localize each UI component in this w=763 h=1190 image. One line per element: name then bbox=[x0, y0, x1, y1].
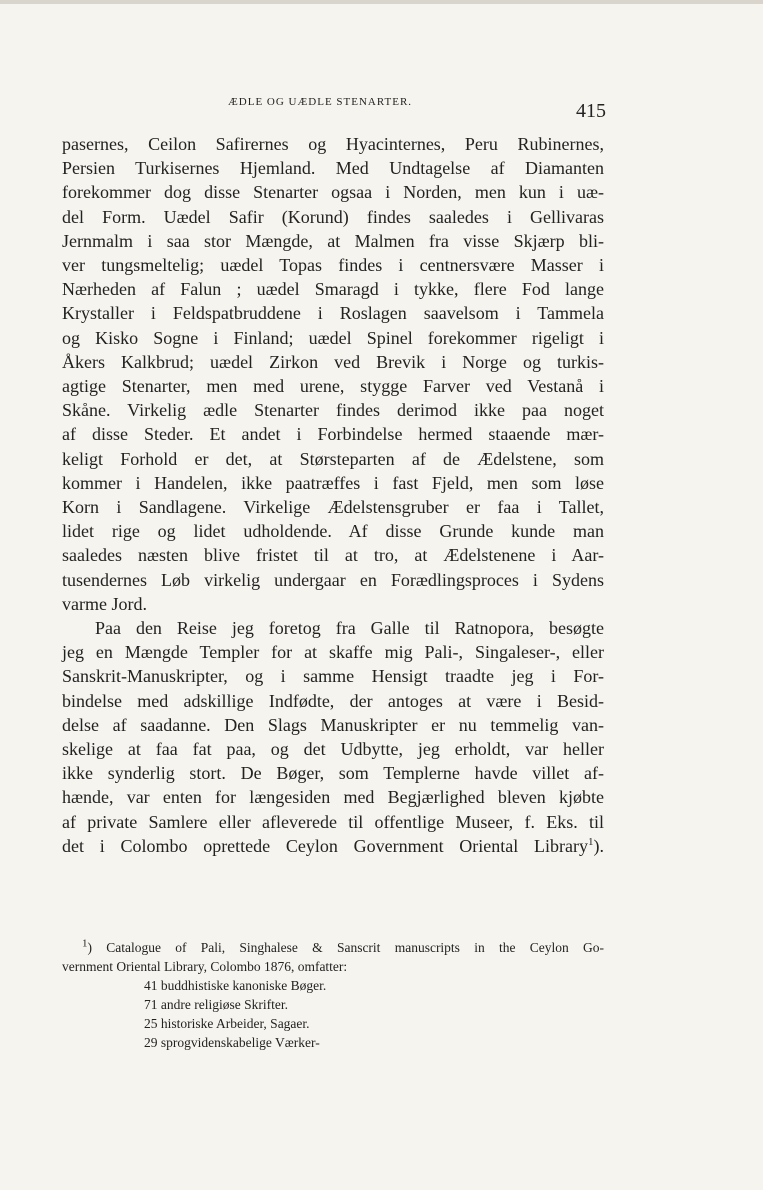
text-line: forekommer dog disse Stenarter ogsaa i Norden, men kun i uæ- bbox=[62, 182, 604, 203]
text-line: del Form. Uædel Safir (Korund) findes saaledes i Gellivaras bbox=[62, 206, 604, 227]
text-line: af disse Steder. Et andet i Forbindelse hermed staaende mær- bbox=[62, 424, 604, 445]
footnote-list-item: 41 buddhistiske kanoniske Bøger. bbox=[144, 978, 327, 993]
footnote-line-text: ) Catalogue of Pali, Singhalese & Sanscrit manuscripts in the Ceylon Go- bbox=[87, 940, 604, 955]
paragraph-end-line: varme Jord. bbox=[62, 593, 147, 614]
text-line: skelige at faa fat paa, og det Udbytte, jeg erholdt, var heller bbox=[62, 739, 604, 760]
footnote-list-item: 29 sprogvidenskabelige Værker- bbox=[144, 1035, 320, 1050]
text-line: jeg en Mængde Templer for at skaffe mig Pali-, Singaleser-, eller bbox=[62, 642, 604, 663]
final-line-tail: ). bbox=[593, 835, 604, 856]
text-line: saaledes næsten blive fristet til at tro, at Ædelstenene i Aar- bbox=[62, 545, 604, 566]
text-line: Jernmalm i saa stor Mængde, at Malmen fra visse Skjærp bli- bbox=[62, 230, 604, 251]
footnote bbox=[62, 938, 604, 1052]
text-line: og Kisko Sogne i Finland; uædel Spinel forekommer rigeligt i bbox=[62, 327, 604, 348]
text-line: Skåne. Virkelig ædle Stenarter findes derimod ikke paa noget bbox=[62, 400, 604, 421]
footnote-reference: 1 bbox=[588, 835, 594, 848]
text-line: Åkers Kalkbrud; uædel Zirkon ved Brevik i Norge og turkis- bbox=[62, 351, 604, 372]
text-line: Nærheden af Falun ; uædel Smaragd i tykke, flere Fod lange bbox=[62, 279, 604, 300]
text-line: lidet rige og lidet udholdende. Af disse Grunde kunde man bbox=[62, 521, 604, 542]
page-number: 415 bbox=[576, 100, 606, 122]
footnote-list-item: 71 andre religiøse Skrifter. bbox=[144, 997, 288, 1012]
footnote-line: vernment Oriental Library, Colombo 1876, omfatter: bbox=[62, 959, 348, 974]
text-line: Persien Turkisernes Hjemland. Med Undtagelse af Diamanten bbox=[62, 158, 604, 179]
footnote-list-item: 25 historiske Arbeider, Sagaer. bbox=[144, 1016, 310, 1031]
text-line: ver tungsmeltelig; uædel Topas findes i centnersvære Masser i bbox=[62, 255, 604, 276]
text-line: Korn i Sandlagene. Virkelige Ædelstensgruber er faa i Tallet, bbox=[62, 497, 604, 518]
text-line: keligt Forhold er det, at Størsteparten af de Ædelstene, som bbox=[62, 448, 604, 469]
final-line bbox=[62, 834, 604, 858]
text-line: Sanskrit-Manuskripter, og i samme Hensigt traadte jeg i For- bbox=[62, 666, 604, 687]
text-line: Krystaller i Feldspatbruddene i Roslagen saavelsom i Tammela bbox=[62, 303, 604, 324]
final-line-text: det i Colombo oprettede Ceylon Government Oriental Library bbox=[62, 835, 588, 856]
paragraph-start-line: Paa den Reise jeg foretog fra Galle til Ratnopora, besøgte bbox=[95, 618, 604, 639]
body-text bbox=[62, 132, 604, 858]
text-line: bindelse med adskillige Indfødte, der antoges at være i Besid- bbox=[62, 690, 604, 711]
text-line: delse af saadanne. Den Slags Manuskripter er nu temmelig van- bbox=[62, 714, 604, 735]
footnote-marker: 1 bbox=[82, 937, 88, 950]
page-edge bbox=[0, 0, 763, 4]
text-line: ikke synderlig stort. De Bøger, som Templerne havde villet af- bbox=[62, 763, 604, 784]
text-line: kommer i Handelen, ikke paatræffes i fast Fjeld, men som løse bbox=[62, 472, 604, 493]
text-line: agtige Stenarter, men med urene, stygge Farver ved Vestanå i bbox=[62, 376, 604, 397]
text-line: pasernes, Ceilon Safirernes og Hyacinternes, Peru Rubinernes, bbox=[62, 134, 604, 154]
footnote-line bbox=[62, 938, 604, 957]
text-line: hænde, var enten for længesiden med Begjærlighed bleven kjøbte bbox=[62, 787, 604, 808]
text-line: af private Samlere eller afleverede til offentlige Museer, f. Eks. til bbox=[62, 811, 604, 832]
running-header: ÆDLE OG UÆDLE STENARTER. bbox=[228, 96, 413, 108]
text-line: tusendernes Løb virkelig undergaar en Forædlingsproces i Sydens bbox=[62, 569, 604, 590]
